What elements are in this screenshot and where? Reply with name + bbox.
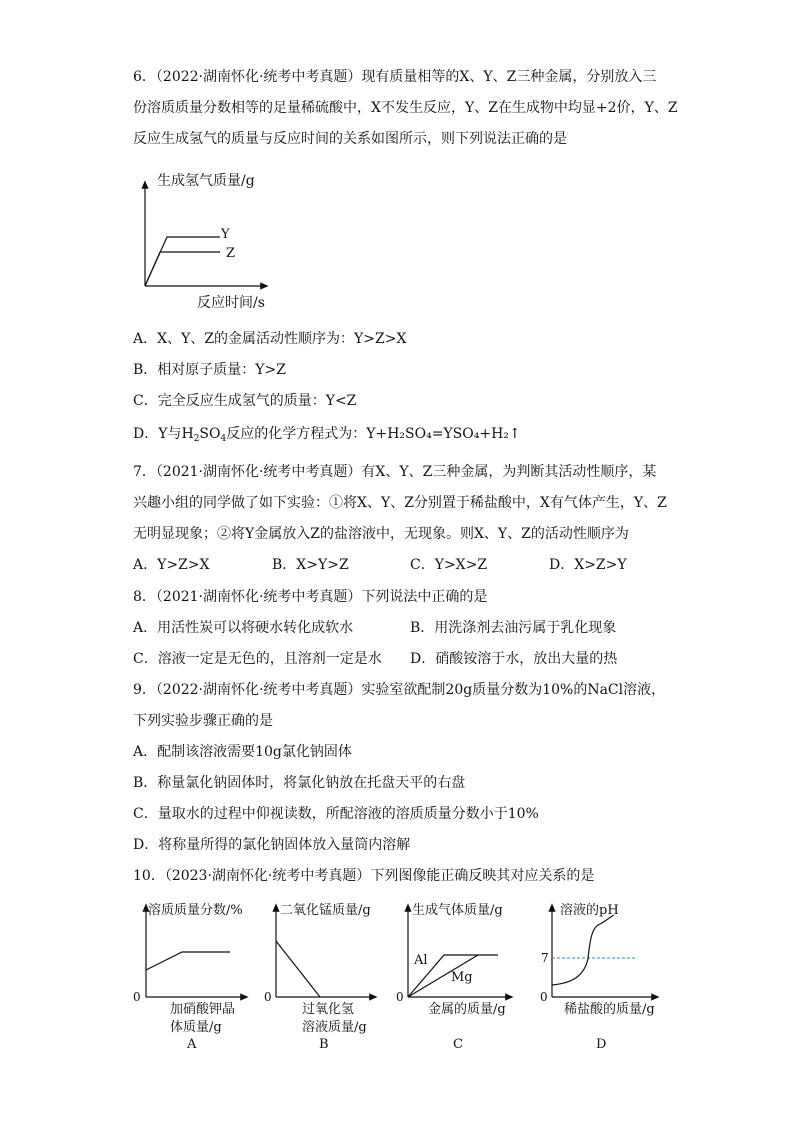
q7-option-d: D．X>Z>Y [549, 557, 627, 573]
q10-graph-c [394, 897, 534, 1057]
q6-option-d: D．Y与$H_2SO_4$反应的化学方程式为：Y+H₂SO₄=YSO₄+H₂↑ [133, 426, 521, 444]
q6-line2: 份溶质质量分数相等的足量稀硫酸中，X不发生反应，Y、Z在生成物中均显+2价，Y、Z [133, 100, 678, 116]
q9-option-a: A．配制该溶液需要10g氯化钠固体 [133, 744, 352, 760]
q7-line1: 7．（2021·湖南怀化·统考中考真题）有X、Y、Z三种金属，为判断其活动性顺序，某 [133, 464, 657, 480]
q10-b-ylabel: 二氧化锰质量/g [280, 903, 371, 918]
q10-graph-a [130, 897, 270, 1057]
q10-b-origin: 0 [264, 990, 272, 1004]
q10-c-label-mg: Mg [451, 970, 473, 985]
q10-b-caption: B [319, 1037, 329, 1052]
q10-b-curve [276, 941, 320, 997]
q10-c-xlabel: 金属的质量/g [428, 1002, 506, 1017]
q8-option-c: C．溶液一定是无色的，且溶剂一定是水 [133, 651, 382, 667]
q10-a-xlabel2: 体质量/g [170, 1020, 222, 1035]
q10-b-xlabel2: 溶液质量/g [302, 1020, 367, 1035]
q7-option-c: C．Y>X>Z [410, 557, 488, 573]
q10-a-origin: 0 [133, 990, 141, 1004]
q9-option-b: B．称量氯化钠固体时，将氯化钠放在托盘天平的右盘 [133, 775, 466, 791]
q10-d-xlabel: 稀盐酸的质量/g [564, 1002, 655, 1017]
q8-option-a: A．用活性炭可以将硬水转化成软水 [133, 620, 354, 636]
q10-c-caption: C [453, 1037, 463, 1052]
q7-option-a: A．Y>Z>X [133, 557, 210, 573]
q10-c-label-al: Al [414, 953, 428, 968]
q10-c-origin: 0 [396, 990, 404, 1004]
q6-graph-ylabel: 生成氢气质量/g [157, 173, 255, 189]
q6-graph-xlabel: 反应时间/s [197, 295, 265, 311]
q8-line1: 8．（2021·湖南怀化·统考中考真题）下列说法中正确的是 [133, 589, 488, 605]
q7-line2: 兴趣小组的同学做了如下实验：①将X、Y、Z分别置于稀盐酸中，X有气体产生，Y、Z [133, 495, 667, 511]
q9-line2: 下列实验步骤正确的是 [133, 713, 273, 729]
q10-d-curve [552, 915, 614, 985]
q6-option-c: C．完全反应生成氢气的质量：Y<Z [133, 393, 357, 409]
q6-option-a: A．X、Y、Z的金属活动性顺序为：Y>Z>X [133, 331, 407, 347]
q10-graph-d [536, 897, 676, 1057]
q10-d-origin: 0 [540, 990, 548, 1004]
q10-a-ylabel: 溶质质量分数/% [148, 903, 243, 918]
q9-option-c: C．量取水的过程中仰视读数，所配溶液的溶质质量分数小于10% [133, 806, 539, 822]
q6-curve-z [145, 252, 220, 286]
q6-graph-label-y: Y [221, 227, 230, 242]
q9-line1: 9．（2022·湖南怀化·统考中考真题）实验室欲配制20g质量分数为10%的NaCl溶液， [133, 682, 666, 698]
q10-d-caption: D [596, 1037, 607, 1052]
q10-c-ylabel: 生成气体质量/g [412, 903, 503, 918]
q10-graph-b [262, 897, 402, 1057]
q6-graph [135, 166, 295, 316]
q9-option-d: D．将称量所得的氯化钠固体放入量筒内溶解 [133, 837, 411, 853]
q6-graph-label-z: Z [226, 246, 236, 261]
q8-option-b: B．用洗涤剂去油污属于乳化现象 [410, 620, 617, 636]
q8-option-d: D．硝酸铵溶于水，放出大量的热 [410, 651, 618, 667]
q7-line3: 无明显现象；②将Y金属放入Z的盐溶液中，无现象。则X、Y、Z的活动性顺序为 [133, 526, 629, 542]
q10-a-curve [146, 952, 230, 970]
q10-b-xlabel1: 过氧化氢 [302, 1002, 355, 1017]
q10-a-xlabel1: 加硝酸钾晶 [170, 1002, 236, 1017]
q6-line1: 6．（2022·湖南怀化·统考中考真题）现有质量相等的X、Y、Z三种金属，分别放入三 [133, 69, 657, 85]
q6-line3: 反应生成氢气的质量与反应时间的关系如图所示，则下列说法正确的是 [133, 131, 567, 147]
q6-option-b: B．相对原子质量：Y>Z [133, 362, 286, 378]
q10-d-ylabel: 溶液的pH [560, 903, 619, 918]
q7-option-b: B．X>Y>Z [272, 557, 349, 573]
q10-a-caption: A [187, 1037, 197, 1052]
q10-line1: 10．（2023·湖南怀化·统考中考真题）下列图像能正确反映其对应关系的是 [133, 868, 595, 884]
q10-d-tick7: 7 [541, 951, 549, 965]
